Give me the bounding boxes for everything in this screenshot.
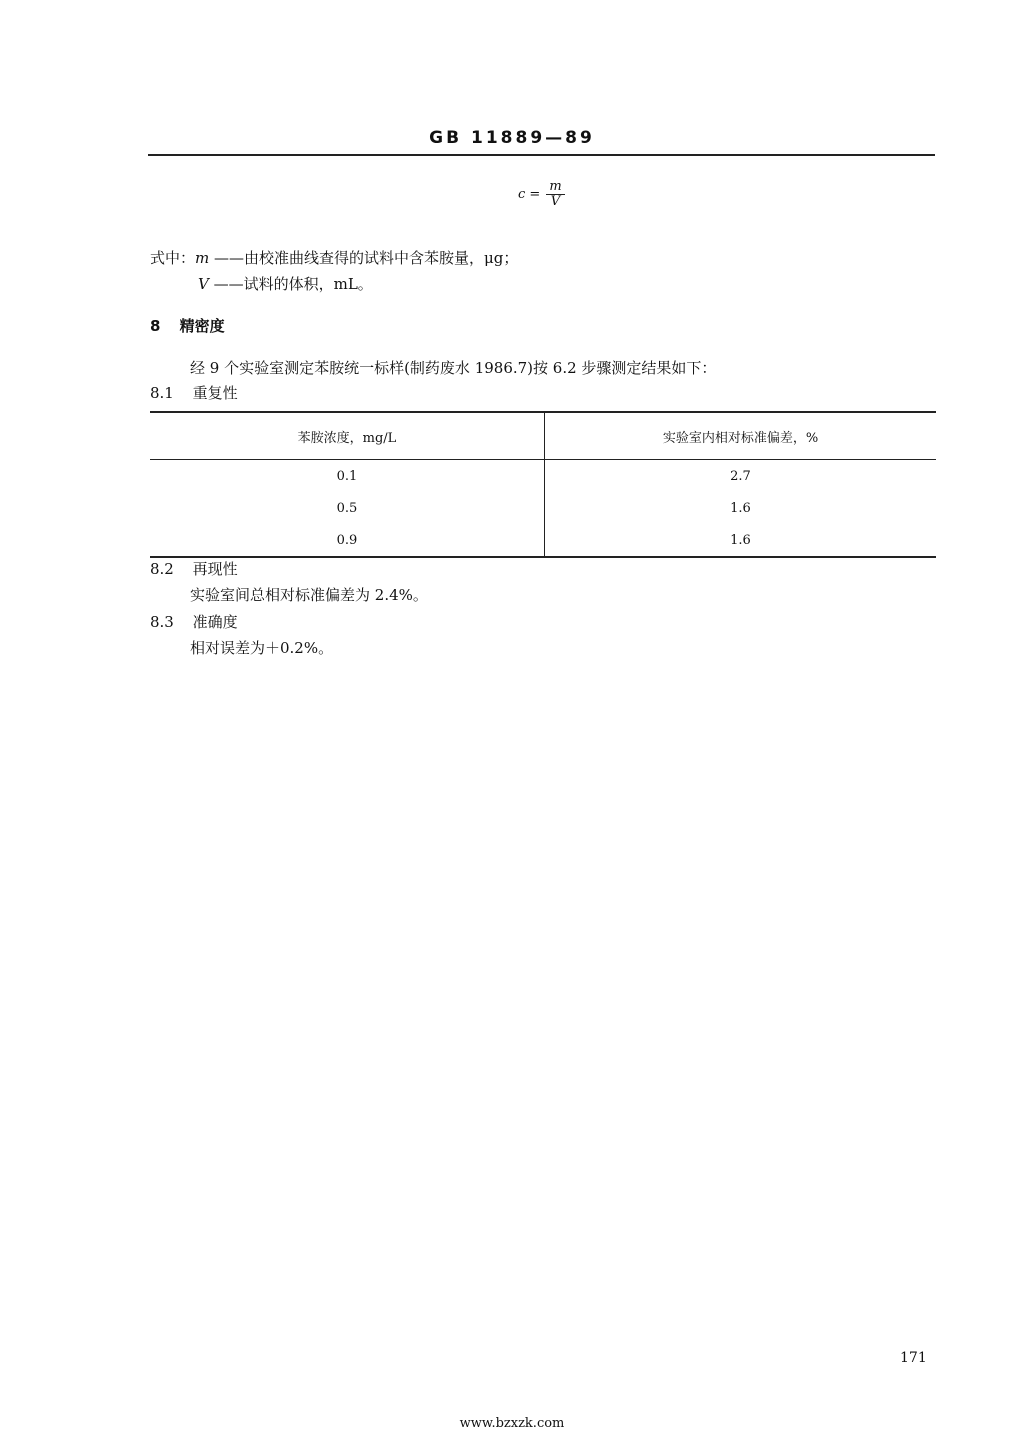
table-row [150, 460, 936, 493]
section-8-2-text: 实验室间总相对标准偏差为 2.4%。 [190, 586, 428, 604]
section-8-1-heading [150, 383, 238, 403]
formula [518, 180, 565, 209]
definition-symbol: V [198, 275, 209, 293]
section-number: 8.3 [150, 613, 174, 631]
definition-m [150, 248, 518, 268]
repeatability-table [150, 411, 936, 558]
table-cell: 0.9 [150, 524, 545, 557]
section-8-intro: 经 9 个实验室测定苯胺统一标样(制药废水 1986.7)按 6.2 步骤测定结果如下： [190, 359, 717, 377]
definition-v [198, 274, 373, 294]
definition-lead: 式中： [150, 249, 196, 267]
table-cell: 1.6 [730, 532, 751, 548]
footer-url: www.bzxzk.com [459, 1416, 565, 1431]
definition-dash: —— [213, 275, 244, 293]
section-number: 8.2 [150, 560, 174, 578]
section-title: 准确度 [192, 613, 238, 631]
table-cell: 1.6 [730, 500, 751, 516]
header-rule [148, 154, 935, 156]
table-row [150, 524, 936, 557]
section-number: 8.1 [150, 384, 174, 402]
section-8-3-heading [150, 612, 238, 632]
table-header-rsd: 实验室内相对标准偏差，% [545, 412, 937, 460]
table-cell: 0.1 [150, 460, 545, 493]
section-number: 8 [150, 317, 161, 335]
standard-code-header: GB 11889—89 [429, 128, 595, 148]
section-8-2-heading [150, 559, 238, 579]
section-8-heading [150, 316, 225, 336]
section-title: 再现性 [192, 560, 238, 578]
definition-dash: —— [214, 249, 245, 267]
section-8-3-text: 相对误差为＋0.2%。 [190, 639, 334, 657]
page-number: 171 [900, 1350, 927, 1366]
definition-text: 由校准曲线查得的试料中含苯胺量，μg； [244, 249, 519, 267]
table-cell: 2.7 [730, 468, 751, 484]
table-cell: 0.5 [150, 492, 545, 524]
section-title: 精密度 [179, 317, 225, 335]
definition-text: 试料的体积，mL。 [243, 275, 373, 293]
formula-denominator: V [550, 194, 561, 209]
formula-numerator: m [546, 180, 564, 195]
table-header-row [150, 412, 936, 460]
section-title: 重复性 [192, 384, 238, 402]
formula-lhs: c = [518, 187, 541, 202]
table-row [150, 492, 936, 524]
formula-fraction [546, 180, 564, 209]
definition-symbol: m [195, 249, 210, 267]
table-header-concentration: 苯胺浓度，mg/L [150, 412, 545, 460]
